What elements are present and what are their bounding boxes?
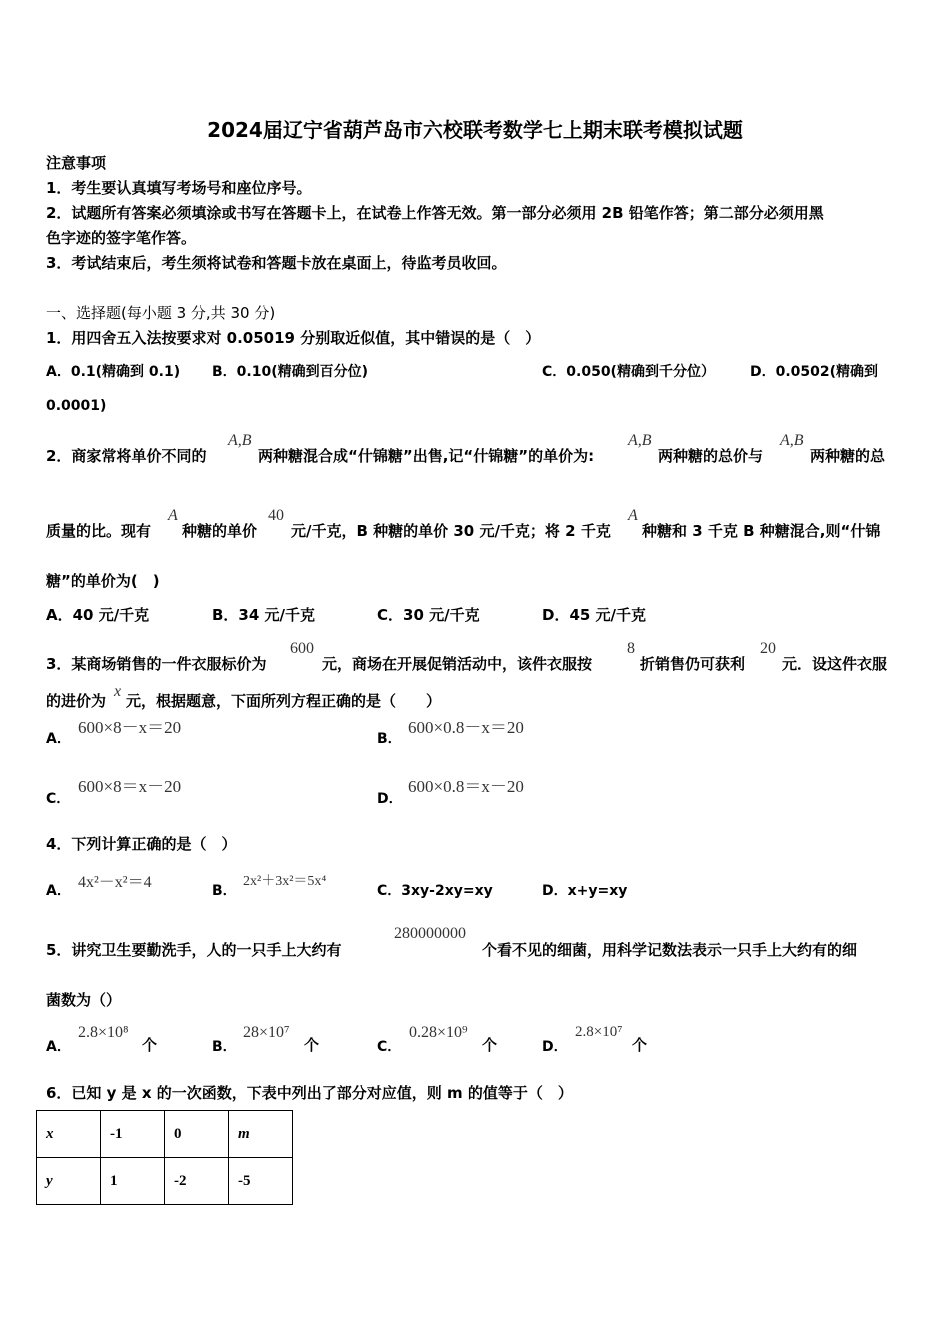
q2-text-2: 两种糖混合成“什锦糖”出售,记“什锦糖”的单价为: (258, 447, 595, 465)
notes-line-2b: 色字迹的签字笔作答。 (46, 229, 197, 247)
q3-num-20: 20 (760, 640, 776, 657)
q4-stem: 4．下列计算正确的是（ ） (46, 835, 237, 853)
q5-option-c-unit: 个 (482, 1036, 498, 1054)
q3-option-b-eq: 600×0.8－x＝20 (408, 718, 524, 737)
q2-text-3: 两种糖的总价与 (658, 447, 764, 465)
q3-option-c-eq: 600×8＝x－20 (78, 777, 182, 796)
q5-option-b-unit: 个 (304, 1036, 320, 1054)
q5-number: 280000000 (394, 925, 466, 942)
q4-option-a-eq: 4x²－x²＝4 (78, 874, 152, 891)
q5-text-1: 5．讲究卫生要勤洗手，人的一只手上大约有 (46, 941, 342, 959)
q1-option-c: C．0.050(精确到千分位） (542, 364, 715, 380)
q5-option-b-label: B． (212, 1039, 237, 1055)
notes-line-2a: 2．试题所有答案必须填涂或书写在答题卡上，在试卷上作答无效。第一部分必须用 2B 铅笔作答；第二部分必须用黑 (46, 204, 824, 222)
q1-option-d: D．0.0502(精确到 (750, 364, 879, 380)
table-cell: y (37, 1158, 101, 1205)
q3-option-a-label: A． (46, 731, 71, 747)
table-cell: -2 (165, 1158, 229, 1205)
q6-value-table (36, 1110, 293, 1205)
q5-option-a-value: 2.8×10⁸ (78, 1024, 129, 1041)
q4-option-a-label: A． (46, 883, 71, 899)
section-heading: 一、选择题(每小题 3 分,共 30 分) (46, 304, 276, 322)
q2-text-6: 种糖的单价 (182, 522, 258, 540)
q2-text-8: 种糖和 3 千克 B 种糖混合,则“什锦 (642, 522, 881, 540)
q5-option-c-value: 0.28×10⁹ (409, 1024, 468, 1041)
q2-option-a: A．40 元/千克 (46, 606, 150, 624)
q5-option-a-unit: 个 (142, 1036, 158, 1054)
q2-text-7: 元/千克，B 种糖的单价 30 元/千克；将 2 千克 (291, 522, 611, 540)
q3-option-b-label: B． (377, 731, 402, 747)
q2-option-b: B．34 元/千克 (212, 606, 316, 624)
q3-text-1: 3．某商场销售的一件衣服标价为 (46, 655, 267, 673)
q6-stem: 6．已知 y 是 x 的一次函数，下表中列出了部分对应值，则 m 的值等于（ ） (46, 1084, 573, 1102)
q2-num-40: 40 (268, 507, 284, 524)
q2-option-c: C．30 元/千克 (377, 606, 480, 624)
q3-var-x: x (114, 683, 122, 700)
q4-option-b-label: B． (212, 883, 237, 899)
table-cell: 0 (165, 1111, 229, 1158)
notes-line-3: 3．考试结束后，考生须将试卷和答题卡放在桌面上，待监考员收回。 (46, 254, 507, 272)
q4-option-c: C．3xy-2xy=xy (377, 883, 493, 899)
q3-text-4: 元．设这件衣服 (782, 655, 888, 673)
q3-text-3: 折销售仍可获利 (640, 655, 746, 673)
q2-text-5: 质量的比。现有 (46, 522, 152, 540)
q5-option-d-value: 2.8×10⁷ (575, 1024, 623, 1040)
q3-option-c-label: C． (46, 791, 71, 807)
q1-stem: 1．用四舍五入法按要求对 0.05019 分别取近似值，其中错误的是（ ） (46, 329, 541, 347)
notes-line-1: 1．考生要认真填写考场号和座位序号。 (46, 179, 312, 197)
q2-text-9: 糖”的单价为( ) (46, 572, 160, 590)
q2-var-ab-3: A,B (780, 432, 804, 449)
q1-option-d-cont: 0.0001) (46, 398, 107, 414)
q2-var-a-2: A (628, 507, 638, 524)
q4-option-b-eq: 2x²＋3x²＝5x⁴ (243, 874, 327, 889)
q3-num-600: 600 (290, 640, 314, 657)
q2-option-d: D．45 元/千克 (542, 606, 647, 624)
q2-text-4: 两种糖的总 (810, 447, 886, 465)
q2-var-a-1: A (168, 507, 178, 524)
q3-text-2: 元，商场在开展促销活动中，该件衣服按 (322, 655, 593, 673)
q5-option-b-value: 28×10⁷ (243, 1024, 290, 1041)
table-cell: 1 (101, 1158, 165, 1205)
q5-text-3: 菌数为（） (46, 991, 122, 1009)
notes-heading: 注意事项 (46, 154, 107, 172)
page-title: 2024届辽宁省葫芦岛市六校联考数学七上期末联考模拟试题 (207, 118, 743, 142)
q4-option-d: D．x+y=xy (542, 883, 628, 899)
q5-text-2: 个看不见的细菌，用科学记数法表示一只手上大约有的细 (482, 941, 858, 959)
q1-option-b: B．0.10(精确到百分位) (212, 364, 369, 380)
table-cell: -5 (229, 1158, 293, 1205)
table-row (37, 1111, 293, 1158)
q2-text-1: 2．商家常将单价不同的 (46, 447, 207, 465)
q3-text-5: 的进价为 (46, 692, 107, 710)
q5-option-d-unit: 个 (632, 1036, 648, 1054)
q5-option-c-label: C． (377, 1039, 402, 1055)
q3-option-d-label: D． (377, 791, 403, 807)
q3-text-6: 元，根据题意，下面所列方程正确的是（ ） (126, 692, 442, 710)
q2-var-ab-1: A,B (228, 432, 252, 449)
q3-option-a-eq: 600×8－x＝20 (78, 718, 182, 737)
q3-num-8: 8 (627, 640, 635, 657)
q2-var-ab-2: A,B (628, 432, 652, 449)
q3-option-d-eq: 600×0.8＝x－20 (408, 777, 524, 796)
table-cell: x (37, 1111, 101, 1158)
table-cell: -1 (101, 1111, 165, 1158)
table-cell: m (229, 1111, 293, 1158)
table-row (37, 1158, 293, 1205)
q5-option-a-label: A． (46, 1039, 71, 1055)
q5-option-d-label: D． (542, 1039, 568, 1055)
q1-option-a: A．0.1(精确到 0.1) (46, 364, 181, 380)
